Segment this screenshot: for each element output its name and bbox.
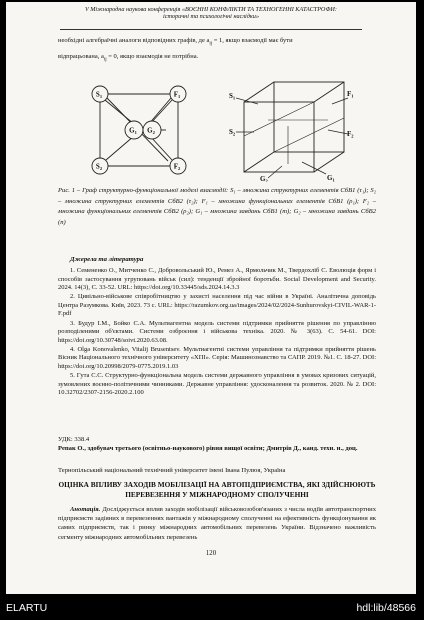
references-heading: Джерела та література bbox=[70, 256, 144, 263]
label-s2: S bbox=[95, 162, 100, 171]
article-title: ОЦІНКА ВПЛИВУ ЗАХОДІВ МОБІЛІЗАЦІЇ НА АВТОПІДПРИЄМСТВА, ЯКІ ЗДІЙСНЮЮТЬ ПЕРЕВЕЗЕННЯ У МІЖНАРОДНОМУ СПОЛУЧЕННІ bbox=[58, 480, 376, 499]
label-f2-sub: 2 bbox=[178, 166, 181, 171]
cube-label-s2-sub: 2 bbox=[232, 131, 236, 137]
label-f2: F bbox=[173, 162, 179, 171]
svg-text:G2 bbox=[260, 175, 268, 182]
page-number: 120 bbox=[205, 550, 217, 557]
label-g2: G bbox=[147, 126, 153, 135]
affiliation: Тернопільський національний технічний університет імені Івана Пулюя, Україна bbox=[58, 467, 286, 474]
cube-label-s2: S bbox=[229, 128, 233, 136]
svg-text:S1 bbox=[229, 92, 236, 101]
abstract-paragraph bbox=[58, 505, 376, 542]
label-s2-sub: 2 bbox=[99, 166, 103, 171]
cube-label-f2-sub: 2 bbox=[351, 133, 354, 139]
authors-line: Репак О., здобувач третього (освітньо-наукового) рівня вищої освіти; Дмитрів Д., канд. техн. н., доц. bbox=[58, 445, 358, 452]
cube-label-s1: S bbox=[229, 92, 233, 100]
label-s1-sub: 1 bbox=[99, 94, 103, 99]
intro-paragraph bbox=[58, 37, 376, 64]
cube-label-f2: F bbox=[347, 130, 352, 138]
label-g1: G bbox=[129, 126, 135, 135]
figure-caption: Рис. 1 – Граф структурно-функціональної моделі взаємодії: S₁ – множина структурних елементів СбВ1 (τ₁); S₂ – множина структурних елементів СбВ2 (τ₂); F₁ – множина функціональних елементів СбВ1 (ρ₁); F₂ – множина функціональних елементів СбВ2 (ρ₂); G₁ – множина завдань СбВ1 (m); G₂ – множина завдань СбВ2 (n) bbox=[58, 187, 376, 226]
udk-code: УДК: 338.4 bbox=[58, 436, 90, 443]
cube-label-g1: G bbox=[327, 174, 333, 182]
svg-text:F2 bbox=[347, 130, 354, 139]
running-header bbox=[26, 6, 396, 21]
cube-label-g2: G bbox=[260, 175, 266, 182]
reference-item: 2. Цивільно-військове співробітництво у захисті населення під час війни в Україні. Аналітична доповідь Центра Разумкова. Київ, 2023. 73 с. URL: https://razumkov.org.ua/images/2024/02/2024-Sunhurovskyi-CIVIL-WAR-1-F.pdf bbox=[58, 293, 376, 318]
footer-bar bbox=[0, 596, 424, 620]
cube-label-f1-sub: 1 bbox=[351, 93, 354, 99]
abstract-label: Анотація. bbox=[70, 506, 101, 513]
footer-handle-link[interactable]: hdl:lib/48566 bbox=[356, 602, 416, 614]
header-line-2: історичні та психологічні наслідки» bbox=[163, 13, 259, 21]
document-page bbox=[6, 2, 416, 594]
intro-sub-1: ij bbox=[209, 41, 213, 47]
svg-text:G1 bbox=[327, 174, 335, 182]
header-rule bbox=[60, 29, 362, 30]
label-s1: S bbox=[95, 90, 100, 99]
intro-line-2b: = 0, якщо взаємодія не потрібна. bbox=[106, 52, 199, 60]
abstract-text: Досліджується вплив заходів мобілізації військовозобов'язаних з числа водіїв автотранспортних підприємств задіяних в перевезеннях вантажів у міжнародному сполученні на ефективність функціонування як самих підприємств, так і ринку міжнародних автомобільних перевезень України. Відзначено важливість сегменту міжнародних автомобільних перевезень bbox=[58, 506, 376, 541]
svg-text:F1 bbox=[347, 90, 354, 99]
references-list bbox=[58, 267, 376, 398]
intro-line-1b: = 1, якщо взаємодії має бути bbox=[212, 37, 293, 44]
label-f1: F bbox=[173, 90, 179, 99]
label-f1-sub: 1 bbox=[178, 94, 181, 99]
intro-line-2: відпрацьована, a bbox=[58, 52, 104, 60]
graph-diagram-left bbox=[86, 80, 194, 180]
reference-item: 3. Будур І.М., Бойко С.А. Мультиагентна модель системи підтримки прийняття рішення по управлінню розподіленими об'єктами. Системи озброєння і військова техніка. 2020. № 3(63). С. 54-61. DOI: https://doi.org/10.30748/soivt.2020.63.08. bbox=[58, 319, 376, 344]
cube-label-g2-sub: 2 bbox=[265, 178, 268, 182]
reference-item: 4. Olga Konovalenko, Vitalij Brusentsev. Мультиагентні системи управління та підтримки прийняття рішень Вісник Національного технічного університету «ХПІ». Серія: Машинознавство та САПР. 2019. №1. С. 18-27. DOI: https://doi.org/10.20998/2079-0775.2019.1.03 bbox=[58, 345, 376, 371]
label-g1-sub: 1 bbox=[134, 130, 137, 135]
reference-item: 5. Гута С.С. Структурно-функціональна модель системи державного управління в умовах кризових ситуацій, зумовлених воєнно-політичними чинниками. Державне управління: удосконалення та розвиток. 2020. № 2. DOI: 10.32702/2307-2156-2020.2.100 bbox=[58, 372, 376, 397]
svg-text:S2 bbox=[229, 128, 236, 137]
cube-label-f1: F bbox=[347, 90, 352, 98]
cube-diagram-right bbox=[228, 74, 358, 182]
cube-label-s1-sub: 1 bbox=[232, 95, 236, 101]
footer-repository-name: ELARTU bbox=[6, 602, 48, 614]
header-line-1: V Міжнародна наукова конференція «ВОЄННІ КОНФЛІКТИ ТА ТЕХНОГЕННІ КАТАСТРОФИ: bbox=[85, 6, 337, 13]
label-g2-sub: 2 bbox=[152, 130, 155, 135]
intro-sub-2: ij bbox=[103, 57, 107, 62]
cube-label-g1-sub: 1 bbox=[332, 177, 335, 182]
reference-item: 1. Семененко О., Митченко С., Добровольський Ю., Ремез А., Ярмольчик М., Твердохліб С. Еволюція форм і способів застосування угруповань військ (сил): тенденції збройної боротьби. Social Development and Security. 2024. 14(3), С. 33-52. URL: https://doi.org/10.33445/sds.2024.14.3.3 bbox=[58, 267, 376, 292]
intro-line-1: необхідні алгебраїчні аналоги відповідних графів, де a bbox=[58, 37, 210, 44]
